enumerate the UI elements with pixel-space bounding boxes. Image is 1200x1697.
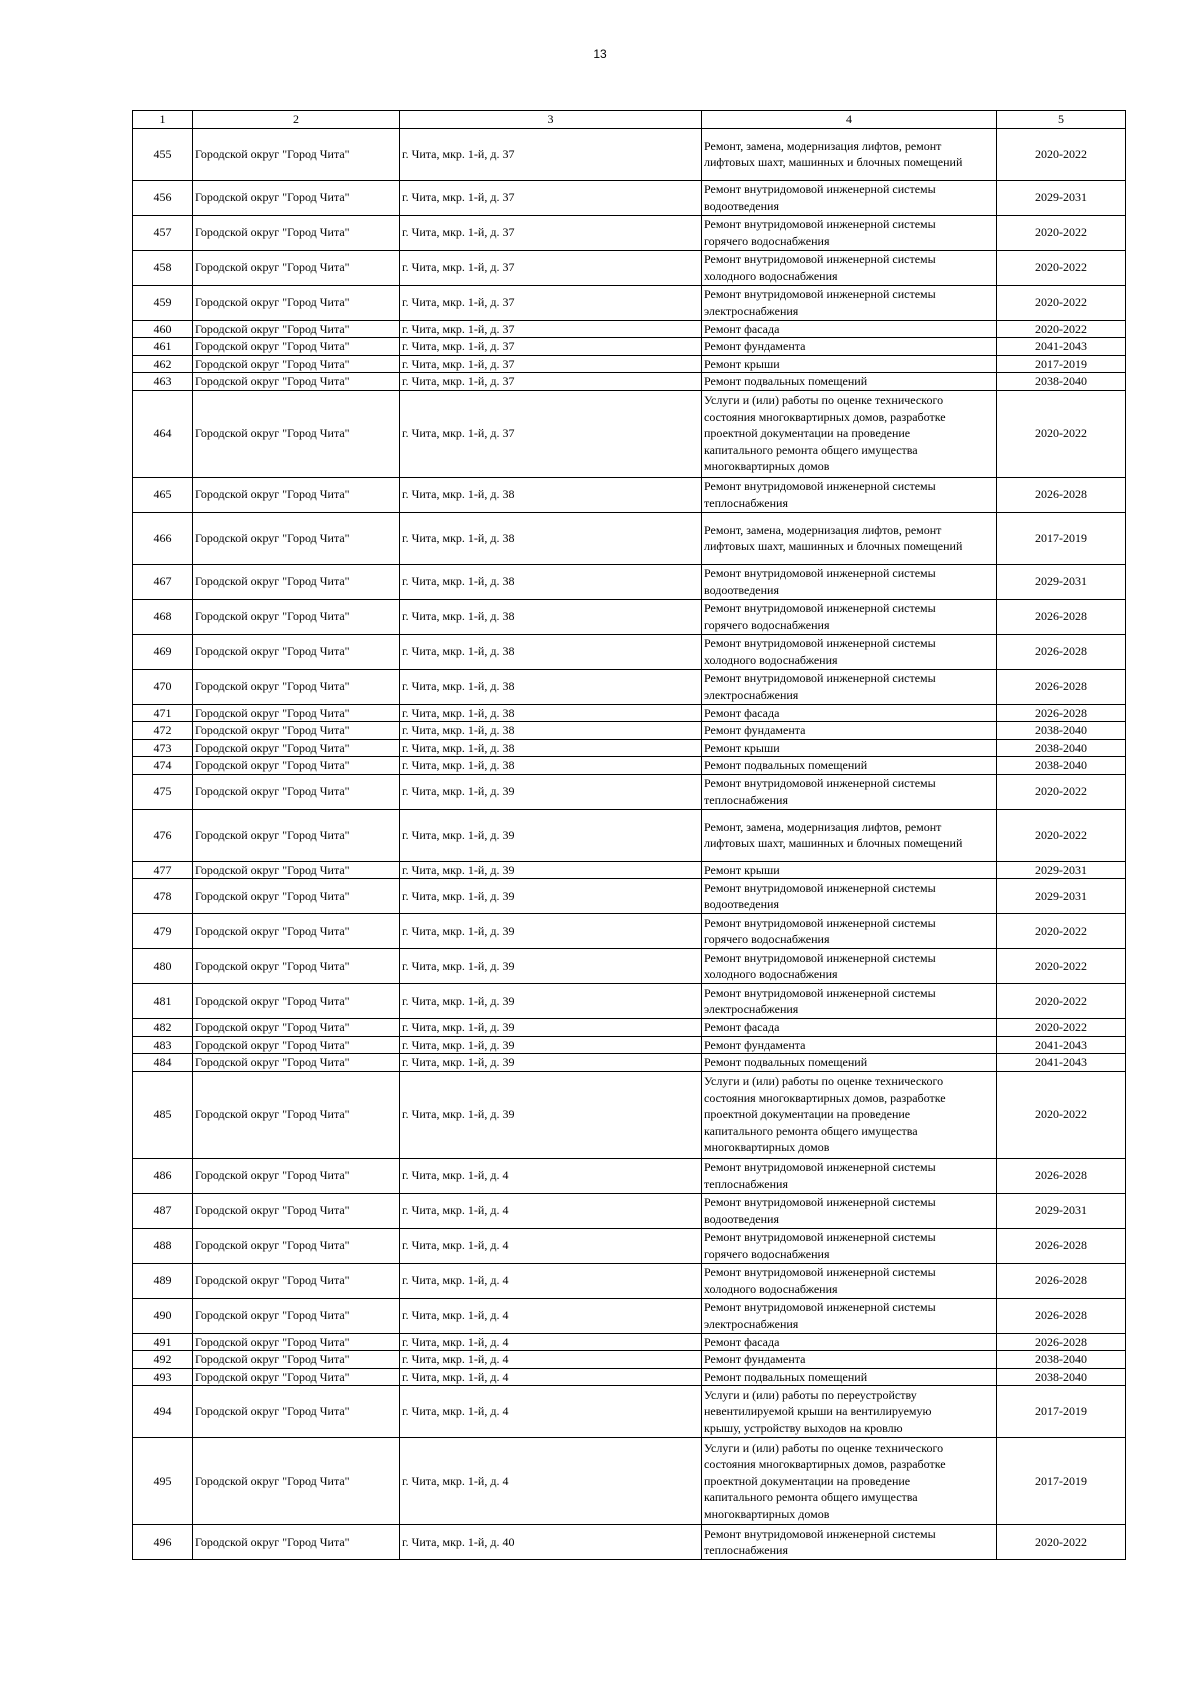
work-type-cell: Ремонт, замена, модернизация лифтов, ремонт лифтовых шахт, машинных и блочных помещений xyxy=(702,128,997,180)
table-row xyxy=(133,757,1126,775)
period-cell: 2020-2022 xyxy=(997,320,1126,338)
district-cell: Городской округ "Город Чита" xyxy=(193,1333,400,1351)
table-row xyxy=(133,704,1126,722)
period-cell: 2026-2028 xyxy=(997,477,1126,512)
district-cell: Городской округ "Город Чита" xyxy=(193,757,400,775)
district-cell: Городской округ "Город Чита" xyxy=(193,1071,400,1158)
address-cell: г. Чита, мкр. 1-й, д. 40 xyxy=(400,1525,702,1560)
period-cell: 2029-2031 xyxy=(997,180,1126,215)
work-type-cell: Услуги и (или) работы по переустройству невентилируемой крыши на вентилируемую крышу, устройству выходов на кровлю xyxy=(702,1386,997,1438)
district-cell: Городской округ "Город Чита" xyxy=(193,722,400,740)
row-number-cell: 491 xyxy=(133,1333,193,1351)
row-number-cell: 489 xyxy=(133,1263,193,1298)
table-row xyxy=(133,477,1126,512)
row-number-cell: 493 xyxy=(133,1368,193,1386)
table-row xyxy=(133,1193,1126,1228)
work-type-cell: Ремонт внутридомовой инженерной системы электроснабжения xyxy=(702,984,997,1019)
row-number-cell: 469 xyxy=(133,634,193,669)
address-cell: г. Чита, мкр. 1-й, д. 39 xyxy=(400,1054,702,1072)
column-header-5: 5 xyxy=(997,111,1126,129)
row-number-cell: 462 xyxy=(133,355,193,373)
row-number-cell: 473 xyxy=(133,739,193,757)
row-number-cell: 488 xyxy=(133,1228,193,1263)
row-number-cell: 464 xyxy=(133,390,193,477)
work-type-cell: Ремонт внутридомовой инженерной системы горячего водоснабжения xyxy=(702,1228,997,1263)
period-cell: 2020-2022 xyxy=(997,1071,1126,1158)
address-cell: г. Чита, мкр. 1-й, д. 38 xyxy=(400,512,702,564)
address-cell: г. Чита, мкр. 1-й, д. 39 xyxy=(400,949,702,984)
period-cell: 2020-2022 xyxy=(997,215,1126,250)
period-cell: 2029-2031 xyxy=(997,879,1126,914)
row-number-cell: 482 xyxy=(133,1019,193,1037)
table-row xyxy=(133,879,1126,914)
address-cell: г. Чита, мкр. 1-й, д. 37 xyxy=(400,320,702,338)
district-cell: Городской округ "Город Чита" xyxy=(193,355,400,373)
row-number-cell: 477 xyxy=(133,861,193,879)
repair-schedule-table xyxy=(132,110,1126,1560)
work-type-cell: Ремонт фасада xyxy=(702,320,997,338)
period-cell: 2020-2022 xyxy=(997,949,1126,984)
address-cell: г. Чита, мкр. 1-й, д. 4 xyxy=(400,1193,702,1228)
row-number-cell: 455 xyxy=(133,128,193,180)
address-cell: г. Чита, мкр. 1-й, д. 37 xyxy=(400,215,702,250)
address-cell: г. Чита, мкр. 1-й, д. 38 xyxy=(400,722,702,740)
district-cell: Городской округ "Город Чита" xyxy=(193,914,400,949)
work-type-cell: Ремонт внутридомовой инженерной системы водоотведения xyxy=(702,564,997,599)
address-cell: г. Чита, мкр. 1-й, д. 39 xyxy=(400,1071,702,1158)
period-cell: 2020-2022 xyxy=(997,984,1126,1019)
work-type-cell: Ремонт подвальных помещений xyxy=(702,757,997,775)
table-row xyxy=(133,599,1126,634)
column-header-2: 2 xyxy=(193,111,400,129)
work-type-cell: Ремонт внутридомовой инженерной системы теплоснабжения xyxy=(702,774,997,809)
table-row xyxy=(133,1333,1126,1351)
period-cell: 2041-2043 xyxy=(997,1036,1126,1054)
address-cell: г. Чита, мкр. 1-й, д. 38 xyxy=(400,757,702,775)
address-cell: г. Чита, мкр. 1-й, д. 37 xyxy=(400,128,702,180)
period-cell: 2029-2031 xyxy=(997,564,1126,599)
work-type-cell: Ремонт внутридомовой инженерной системы теплоснабжения xyxy=(702,477,997,512)
district-cell: Городской округ "Город Чита" xyxy=(193,564,400,599)
address-cell: г. Чита, мкр. 1-й, д. 38 xyxy=(400,599,702,634)
table-row xyxy=(133,250,1126,285)
work-type-cell: Ремонт крыши xyxy=(702,861,997,879)
period-cell: 2041-2043 xyxy=(997,1054,1126,1072)
table-row xyxy=(133,809,1126,861)
address-cell: г. Чита, мкр. 1-й, д. 37 xyxy=(400,250,702,285)
period-cell: 2029-2031 xyxy=(997,1193,1126,1228)
district-cell: Городской округ "Город Чита" xyxy=(193,861,400,879)
column-header-4: 4 xyxy=(702,111,997,129)
work-type-cell: Ремонт фундамента xyxy=(702,1351,997,1369)
period-cell: 2026-2028 xyxy=(997,669,1126,704)
work-type-cell: Ремонт внутридомовой инженерной системы холодного водоснабжения xyxy=(702,949,997,984)
address-cell: г. Чита, мкр. 1-й, д. 37 xyxy=(400,390,702,477)
work-type-cell: Ремонт подвальных помещений xyxy=(702,1054,997,1072)
table-row xyxy=(133,180,1126,215)
table-row xyxy=(133,1298,1126,1333)
table-row xyxy=(133,1158,1126,1193)
row-number-cell: 457 xyxy=(133,215,193,250)
address-cell: г. Чита, мкр. 1-й, д. 38 xyxy=(400,669,702,704)
row-number-cell: 495 xyxy=(133,1438,193,1525)
work-type-cell: Ремонт внутридомовой инженерной системы электроснабжения xyxy=(702,1298,997,1333)
table-body xyxy=(133,128,1126,1560)
row-number-cell: 481 xyxy=(133,984,193,1019)
work-type-cell: Ремонт внутридомовой инженерной системы холодного водоснабжения xyxy=(702,634,997,669)
address-cell: г. Чита, мкр. 1-й, д. 38 xyxy=(400,739,702,757)
table-row xyxy=(133,984,1126,1019)
district-cell: Городской округ "Город Чита" xyxy=(193,1351,400,1369)
row-number-cell: 467 xyxy=(133,564,193,599)
row-number-cell: 476 xyxy=(133,809,193,861)
address-cell: г. Чита, мкр. 1-й, д. 39 xyxy=(400,984,702,1019)
district-cell: Городской округ "Город Чита" xyxy=(193,250,400,285)
work-type-cell: Ремонт внутридомовой инженерной системы водоотведения xyxy=(702,1193,997,1228)
address-cell: г. Чита, мкр. 1-й, д. 37 xyxy=(400,180,702,215)
address-cell: г. Чита, мкр. 1-й, д. 4 xyxy=(400,1386,702,1438)
district-cell: Городской округ "Город Чита" xyxy=(193,373,400,391)
work-type-cell: Ремонт внутридомовой инженерной системы горячего водоснабжения xyxy=(702,215,997,250)
district-cell: Городской округ "Город Чита" xyxy=(193,669,400,704)
period-cell: 2038-2040 xyxy=(997,722,1126,740)
address-cell: г. Чита, мкр. 1-й, д. 39 xyxy=(400,809,702,861)
district-cell: Городской округ "Город Чита" xyxy=(193,1263,400,1298)
period-cell: 2017-2019 xyxy=(997,512,1126,564)
work-type-cell: Ремонт внутридомовой инженерной системы горячего водоснабжения xyxy=(702,914,997,949)
period-cell: 2020-2022 xyxy=(997,809,1126,861)
period-cell: 2020-2022 xyxy=(997,128,1126,180)
period-cell: 2026-2028 xyxy=(997,599,1126,634)
row-number-cell: 460 xyxy=(133,320,193,338)
district-cell: Городской округ "Город Чита" xyxy=(193,390,400,477)
district-cell: Городской округ "Город Чита" xyxy=(193,285,400,320)
row-number-cell: 468 xyxy=(133,599,193,634)
work-type-cell: Ремонт крыши xyxy=(702,739,997,757)
address-cell: г. Чита, мкр. 1-й, д. 4 xyxy=(400,1438,702,1525)
period-cell: 2020-2022 xyxy=(997,914,1126,949)
table-row xyxy=(133,390,1126,477)
table-row xyxy=(133,355,1126,373)
table-row xyxy=(133,722,1126,740)
district-cell: Городской округ "Город Чита" xyxy=(193,949,400,984)
row-number-cell: 480 xyxy=(133,949,193,984)
period-cell: 2017-2019 xyxy=(997,1438,1126,1525)
table-row xyxy=(133,1036,1126,1054)
district-cell: Городской округ "Город Чита" xyxy=(193,739,400,757)
work-type-cell: Ремонт подвальных помещений xyxy=(702,373,997,391)
address-cell: г. Чита, мкр. 1-й, д. 4 xyxy=(400,1298,702,1333)
district-cell: Городской округ "Город Чита" xyxy=(193,180,400,215)
work-type-cell: Ремонт внутридомовой инженерной системы теплоснабжения xyxy=(702,1525,997,1560)
work-type-cell: Ремонт внутридомовой инженерной системы горячего водоснабжения xyxy=(702,599,997,634)
table-row xyxy=(133,1019,1126,1037)
table-row xyxy=(133,739,1126,757)
table-row xyxy=(133,1263,1126,1298)
row-number-cell: 472 xyxy=(133,722,193,740)
table-row xyxy=(133,338,1126,356)
period-cell: 2026-2028 xyxy=(997,634,1126,669)
period-cell: 2020-2022 xyxy=(997,250,1126,285)
address-cell: г. Чита, мкр. 1-й, д. 39 xyxy=(400,774,702,809)
column-header-1: 1 xyxy=(133,111,193,129)
work-type-cell: Ремонт фундамента xyxy=(702,338,997,356)
district-cell: Городской округ "Город Чита" xyxy=(193,1036,400,1054)
district-cell: Городской округ "Город Чита" xyxy=(193,128,400,180)
address-cell: г. Чита, мкр. 1-й, д. 4 xyxy=(400,1333,702,1351)
address-cell: г. Чита, мкр. 1-й, д. 4 xyxy=(400,1351,702,1369)
address-cell: г. Чита, мкр. 1-й, д. 4 xyxy=(400,1158,702,1193)
work-type-cell: Ремонт внутридомовой инженерной системы водоотведения xyxy=(702,879,997,914)
district-cell: Городской округ "Город Чита" xyxy=(193,477,400,512)
address-cell: г. Чита, мкр. 1-й, д. 39 xyxy=(400,861,702,879)
period-cell: 2020-2022 xyxy=(997,285,1126,320)
district-cell: Городской округ "Город Чита" xyxy=(193,1386,400,1438)
district-cell: Городской округ "Город Чита" xyxy=(193,320,400,338)
period-cell: 2038-2040 xyxy=(997,373,1126,391)
address-cell: г. Чита, мкр. 1-й, д. 4 xyxy=(400,1228,702,1263)
table-row xyxy=(133,215,1126,250)
period-cell: 2038-2040 xyxy=(997,1368,1126,1386)
period-cell: 2026-2028 xyxy=(997,1228,1126,1263)
period-cell: 2026-2028 xyxy=(997,1333,1126,1351)
table-row xyxy=(133,1071,1126,1158)
work-type-cell: Ремонт внутридомовой инженерной системы теплоснабжения xyxy=(702,1158,997,1193)
work-type-cell: Услуги и (или) работы по оценке технического состояния многоквартирных домов, разработке проектной документации на проведение капитального ремонта общего имущества многоквартирных домов xyxy=(702,1071,997,1158)
row-number-cell: 494 xyxy=(133,1386,193,1438)
table-row xyxy=(133,949,1126,984)
work-type-cell: Ремонт крыши xyxy=(702,355,997,373)
work-type-cell: Ремонт фундамента xyxy=(702,1036,997,1054)
district-cell: Городской округ "Город Чита" xyxy=(193,634,400,669)
table-row xyxy=(133,1368,1126,1386)
row-number-cell: 486 xyxy=(133,1158,193,1193)
row-number-cell: 474 xyxy=(133,757,193,775)
table-row xyxy=(133,285,1126,320)
table-row xyxy=(133,1054,1126,1072)
district-cell: Городской округ "Город Чита" xyxy=(193,1298,400,1333)
period-cell: 2020-2022 xyxy=(997,390,1126,477)
work-type-cell: Ремонт внутридомовой инженерной системы электроснабжения xyxy=(702,285,997,320)
table-row xyxy=(133,1438,1126,1525)
row-number-cell: 475 xyxy=(133,774,193,809)
address-cell: г. Чита, мкр. 1-й, д. 4 xyxy=(400,1368,702,1386)
table-row xyxy=(133,669,1126,704)
address-cell: г. Чита, мкр. 1-й, д. 37 xyxy=(400,355,702,373)
period-cell: 2038-2040 xyxy=(997,757,1126,775)
period-cell: 2020-2022 xyxy=(997,1019,1126,1037)
row-number-cell: 463 xyxy=(133,373,193,391)
work-type-cell: Ремонт внутридомовой инженерной системы холодного водоснабжения xyxy=(702,1263,997,1298)
row-number-cell: 471 xyxy=(133,704,193,722)
period-cell: 2029-2031 xyxy=(997,861,1126,879)
page-number: 13 xyxy=(593,47,607,61)
row-number-cell: 478 xyxy=(133,879,193,914)
period-cell: 2020-2022 xyxy=(997,774,1126,809)
row-number-cell: 458 xyxy=(133,250,193,285)
table-row xyxy=(133,128,1126,180)
work-type-cell: Ремонт подвальных помещений xyxy=(702,1368,997,1386)
work-type-cell: Ремонт внутридомовой инженерной системы холодного водоснабжения xyxy=(702,250,997,285)
address-cell: г. Чита, мкр. 1-й, д. 38 xyxy=(400,634,702,669)
work-type-cell: Ремонт фасада xyxy=(702,1019,997,1037)
period-cell: 2026-2028 xyxy=(997,1158,1126,1193)
work-type-cell: Ремонт, замена, модернизация лифтов, ремонт лифтовых шахт, машинных и блочных помещений xyxy=(702,809,997,861)
period-cell: 2017-2019 xyxy=(997,1386,1126,1438)
district-cell: Городской округ "Город Чита" xyxy=(193,215,400,250)
row-number-cell: 470 xyxy=(133,669,193,704)
period-cell: 2038-2040 xyxy=(997,739,1126,757)
row-number-cell: 490 xyxy=(133,1298,193,1333)
row-number-cell: 456 xyxy=(133,180,193,215)
work-type-cell: Услуги и (или) работы по оценке технического состояния многоквартирных домов, разработке проектной документации на проведение капитального ремонта общего имущества многоквартирных домов xyxy=(702,390,997,477)
period-cell: 2026-2028 xyxy=(997,1298,1126,1333)
work-type-cell: Ремонт фундамента xyxy=(702,722,997,740)
period-cell: 2041-2043 xyxy=(997,338,1126,356)
row-number-cell: 496 xyxy=(133,1525,193,1560)
row-number-cell: 484 xyxy=(133,1054,193,1072)
address-cell: г. Чита, мкр. 1-й, д. 39 xyxy=(400,1019,702,1037)
table-row xyxy=(133,1351,1126,1369)
table-row xyxy=(133,914,1126,949)
work-type-cell: Ремонт внутридомовой инженерной системы водоотведения xyxy=(702,180,997,215)
district-cell: Городской округ "Город Чита" xyxy=(193,1228,400,1263)
row-number-cell: 492 xyxy=(133,1351,193,1369)
district-cell: Городской округ "Город Чита" xyxy=(193,338,400,356)
row-number-cell: 487 xyxy=(133,1193,193,1228)
column-header-3: 3 xyxy=(400,111,702,129)
district-cell: Городской округ "Город Чита" xyxy=(193,512,400,564)
address-cell: г. Чита, мкр. 1-й, д. 39 xyxy=(400,1036,702,1054)
header-row xyxy=(133,111,1126,129)
district-cell: Городской округ "Город Чита" xyxy=(193,1525,400,1560)
district-cell: Городской округ "Город Чита" xyxy=(193,704,400,722)
table-row xyxy=(133,320,1126,338)
district-cell: Городской округ "Город Чита" xyxy=(193,1438,400,1525)
address-cell: г. Чита, мкр. 1-й, д. 38 xyxy=(400,704,702,722)
address-cell: г. Чита, мкр. 1-й, д. 38 xyxy=(400,477,702,512)
work-type-cell: Услуги и (или) работы по оценке технического состояния многоквартирных домов, разработке проектной документации на проведение капитального ремонта общего имущества многоквартирных домов xyxy=(702,1438,997,1525)
district-cell: Городской округ "Город Чита" xyxy=(193,879,400,914)
table-row xyxy=(133,861,1126,879)
district-cell: Городской округ "Город Чита" xyxy=(193,599,400,634)
row-number-cell: 466 xyxy=(133,512,193,564)
table-row xyxy=(133,1386,1126,1438)
district-cell: Городской округ "Город Чита" xyxy=(193,984,400,1019)
work-type-cell: Ремонт фасада xyxy=(702,1333,997,1351)
row-number-cell: 459 xyxy=(133,285,193,320)
address-cell: г. Чита, мкр. 1-й, д. 39 xyxy=(400,914,702,949)
work-type-cell: Ремонт внутридомовой инженерной системы электроснабжения xyxy=(702,669,997,704)
address-cell: г. Чита, мкр. 1-й, д. 37 xyxy=(400,373,702,391)
work-type-cell: Ремонт фасада xyxy=(702,704,997,722)
address-cell: г. Чита, мкр. 1-й, д. 37 xyxy=(400,338,702,356)
period-cell: 2026-2028 xyxy=(997,1263,1126,1298)
row-number-cell: 479 xyxy=(133,914,193,949)
district-cell: Городской округ "Город Чита" xyxy=(193,774,400,809)
district-cell: Городской округ "Город Чита" xyxy=(193,1368,400,1386)
district-cell: Городской округ "Город Чита" xyxy=(193,1193,400,1228)
table-row xyxy=(133,1525,1126,1560)
district-cell: Городской округ "Город Чита" xyxy=(193,1054,400,1072)
period-cell: 2017-2019 xyxy=(997,355,1126,373)
address-cell: г. Чита, мкр. 1-й, д. 37 xyxy=(400,285,702,320)
period-cell: 2020-2022 xyxy=(997,1525,1126,1560)
address-cell: г. Чита, мкр. 1-й, д. 39 xyxy=(400,879,702,914)
table-row xyxy=(133,373,1126,391)
row-number-cell: 465 xyxy=(133,477,193,512)
table-row xyxy=(133,634,1126,669)
address-cell: г. Чита, мкр. 1-й, д. 38 xyxy=(400,564,702,599)
table-row xyxy=(133,512,1126,564)
district-cell: Городской округ "Город Чита" xyxy=(193,809,400,861)
address-cell: г. Чита, мкр. 1-й, д. 4 xyxy=(400,1263,702,1298)
row-number-cell: 485 xyxy=(133,1071,193,1158)
table-header xyxy=(133,111,1126,129)
district-cell: Городской округ "Город Чита" xyxy=(193,1019,400,1037)
table-row xyxy=(133,774,1126,809)
district-cell: Городской округ "Город Чита" xyxy=(193,1158,400,1193)
table-row xyxy=(133,564,1126,599)
work-type-cell: Ремонт, замена, модернизация лифтов, ремонт лифтовых шахт, машинных и блочных помещений xyxy=(702,512,997,564)
table-row xyxy=(133,1228,1126,1263)
period-cell: 2038-2040 xyxy=(997,1351,1126,1369)
row-number-cell: 483 xyxy=(133,1036,193,1054)
period-cell: 2026-2028 xyxy=(997,704,1126,722)
row-number-cell: 461 xyxy=(133,338,193,356)
